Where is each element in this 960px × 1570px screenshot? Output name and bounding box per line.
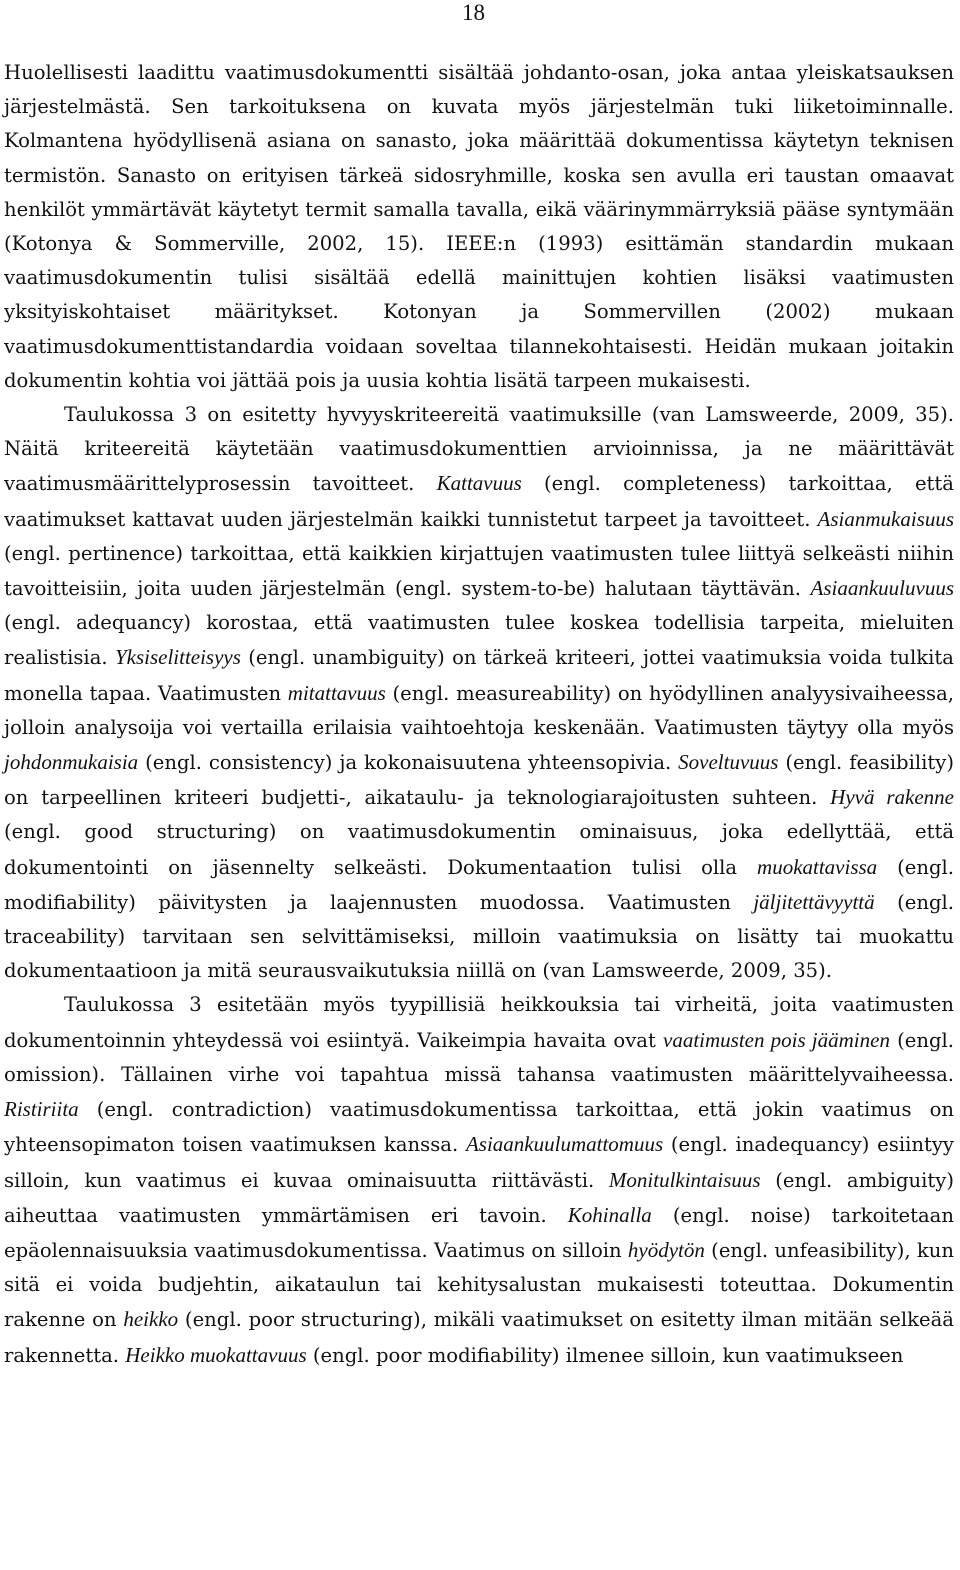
text-run: (engl. noise) tarkoitetaan epäolennaisuuksia vaatimusdokumentissa. Vaatimus on silloin <box>4 1203 954 1262</box>
italic-term: Asiaankuuluvuus <box>810 576 954 601</box>
text-run: (engl. modifiability) päivitysten ja laajennusten muodossa. Vaatimusten <box>4 855 954 914</box>
paragraph <box>4 56 954 398</box>
text-run: (engl. adequancy) korostaa, että vaatimusten tulee koskea todellisia tarpeita, mieluiten realistisia. <box>4 611 954 670</box>
italic-term: Kattavuus <box>436 471 522 496</box>
text-run: (engl. omission). Tällainen virhe voi tapahtua missä tahansa vaatimusten määrittelyvaiheessa. <box>4 1028 955 1086</box>
text-run: Taulukossa 3 on esitetty hyvyyskriteereitä vaatimuksille (van Lamsweerde, 2009, 35). Näitä kriteereitä käytetään vaatimusdokumenttien arvioinnissa, ja ne määrittävät vaatimusmäärittelyprosessin tavoitteet. <box>4 403 954 496</box>
italic-term: Heikko muokattavuus <box>125 1342 307 1367</box>
paragraph <box>4 398 954 988</box>
italic-term: Asiaankuulumattomuus <box>465 1132 664 1157</box>
italic-term: Yksiselitteisyys <box>114 645 241 670</box>
italic-term: Asianmukaisuus <box>817 506 954 531</box>
text-run: (engl. good structuring) on vaatimusdokumentin ominaisuus, joka edellyttää, että dokumentointi on jäsennelty selkeästi. Dokumentaation tulisi olla <box>4 820 954 879</box>
italic-term: johdonmukaisia <box>4 750 139 775</box>
text-run: (engl. poor modifiability) ilmenee silloin, kun vaatimukseen <box>306 1343 904 1367</box>
italic-term: hyödytön <box>627 1237 705 1262</box>
italic-term: muokattavissa <box>757 854 878 879</box>
italic-term: heikko <box>123 1307 179 1332</box>
text-run: Huolellisesti laadittu vaatimusdokumentti sisältää johdanto-osan, joka antaa yleiskatsauksen järjestelmästä. Sen tarkoituksena on kuvata myös järjestelmän tuki liiketoiminnalle. Kolmantena hyödyllisenä asiana on sanasto, joka määrittää dokumentissa käytetyn teknisen termistön. Sanasto on erityisen tärkeä sidosryhmille, koska sen avulla eri taustan omaavat henkilöt ymmärtävät käytetyt termit samalla tavalla, eikä väärinymmärryksiä pääse syntymään (Kotonya & Sommerville, 2002, 15). IEEE:n (1993) esittämän standardin mukaan vaatimusdokumentin tulisi sisältää edellä mainittujen kohtien lisäksi vaatimusten yksityiskohtaiset määritykset. Kotonyan ja Sommervillen (2002) mukaan vaatimusdokumenttistandardia voidaan soveltaa tilannekohtaisesti. Heidän mukaan joitakin dokumentin kohtia voi jättää pois ja uusia kohtia lisätä tarpeen mukaisesti. <box>4 61 954 392</box>
italic-term: Monitulkintaisuus <box>608 1167 761 1192</box>
italic-term: vaatimusten pois jääminen <box>663 1027 890 1052</box>
text-run: (engl. inadequancy) esiintyy silloin, kun vaatimus ei kuvaa ominaisuutta riittävästi. <box>4 1133 954 1192</box>
text-run: Taulukossa 3 esitetään myös tyypillisiä heikkouksia tai virheitä, joita vaatimusten dokumentoinnin yhteydessä voi esiintyä. Vaikeimpia havaita ovat <box>4 993 954 1052</box>
text-run: (engl. pertinence) tarkoittaa, että kaikkien kirjattujen vaatimusten tulee liittyä selkeästi niihin tavoitteisiin, joita uuden järjestelmän (engl. system-to-be) halutaan täyttävän. <box>4 541 954 601</box>
text-run: (engl. measureability) on hyödyllinen analyysivaiheessa, jolloin analysoija voi vertailla erilaisia vaihtoehtoja keskenään. Vaatimusten täytyy olla myös <box>4 681 954 739</box>
italic-term: Kohinalla <box>567 1202 652 1227</box>
paragraph <box>4 988 954 1372</box>
text-run: (engl. ambiguity) aiheuttaa vaatimusten ymmärtämisen eri tavoin. <box>4 1168 954 1227</box>
body-text <box>4 56 954 1373</box>
text-run: (engl. consistency) ja kokonaisuutena yhteensopivia. <box>138 751 679 775</box>
text-run: (engl. poor structuring), mikäli vaatimukset on esitetty ilman mitään selkeää rakennetta. <box>4 1308 954 1367</box>
text-run: (engl. completeness) tarkoittaa, että vaatimukset kattavat uuden järjestelmän kaikki tunnistetut tarpeet ja tavoitteet. <box>4 472 954 531</box>
page-number: 18 <box>462 0 485 25</box>
italic-term: Soveltuvuus <box>678 750 779 775</box>
italic-term: Hyvä rakenne <box>830 785 954 810</box>
text-run: (engl. feasibility) on tarpeellinen kriteeri budjetti-, aikataulu- ja teknologiarajoitusten suhteen. <box>4 751 954 810</box>
text-run: (engl. traceability) tarvitaan sen selvittämiseksi, milloin vaatimuksia on lisätty tai muokattu dokumentaatioon ja mitä seurausvaikutuksia niillä on (van Lamsweerde, 2009, 35). <box>4 890 955 983</box>
italic-term: mitattavuus <box>287 680 386 705</box>
text-run: (engl. contradiction) vaatimusdokumentissa tarkoittaa, että jokin vaatimus on yhteensopimaton toisen vaatimuksen kanssa. <box>4 1098 954 1157</box>
italic-term: Ristiriita <box>4 1097 79 1122</box>
text-run: (engl. unfeasibility), kun sitä ei voida budjehtin, aikataulun tai kehitysalustan mukaisesti toteuttaa. Dokumentin rakenne on <box>4 1238 954 1332</box>
italic-term: jäljitettävyyttä <box>753 889 875 914</box>
text-run: (engl. unambiguity) on tärkeä kriteeri, jottei vaatimuksia voida tulkita monella tapaa. Vaatimusten <box>4 646 954 705</box>
